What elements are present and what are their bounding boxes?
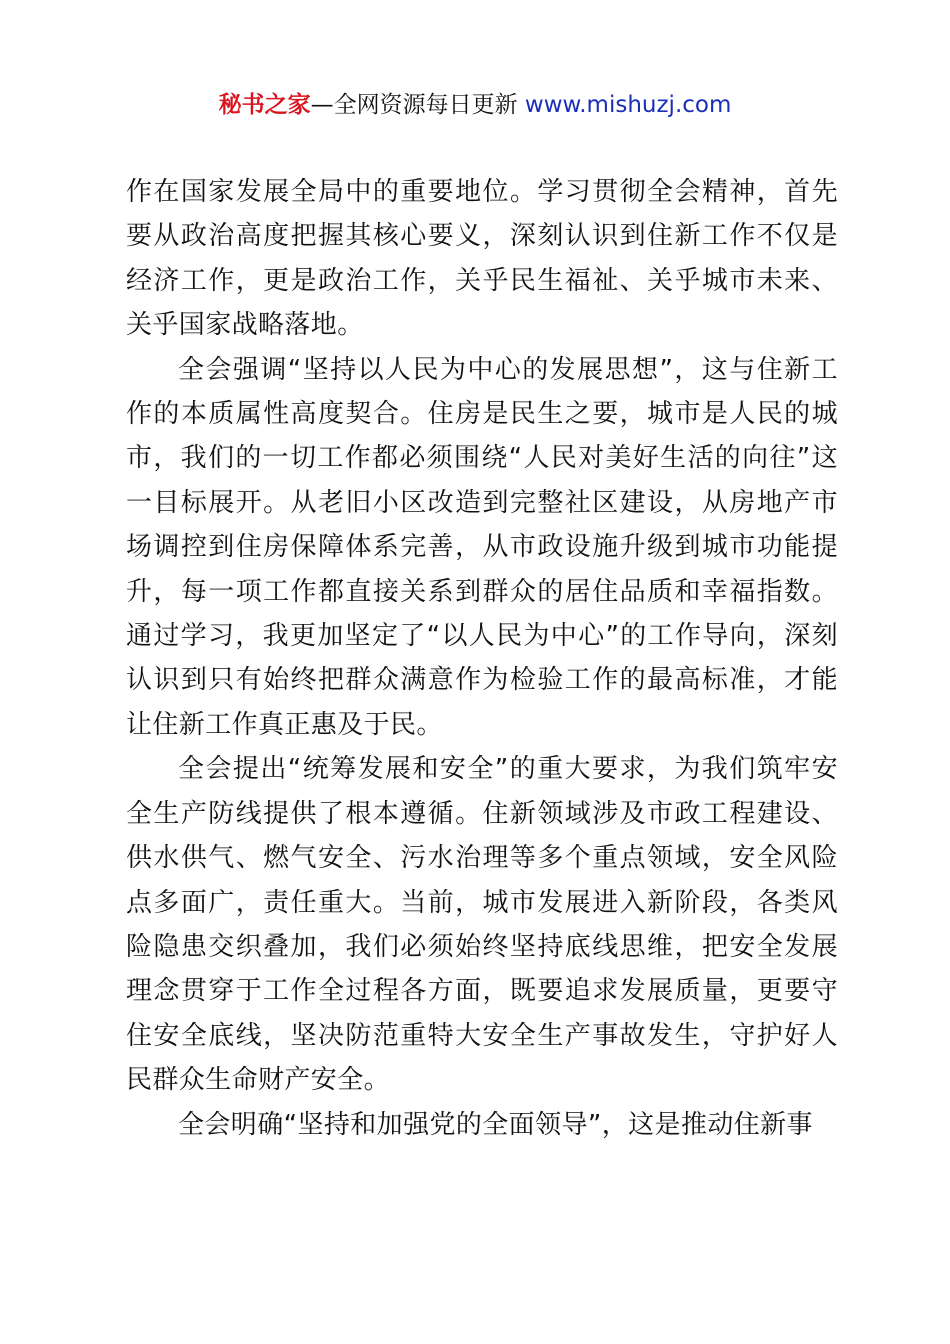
site-tagline: —全网资源每日更新 (310, 92, 525, 118)
paragraph-continued: 作在国家发展全局中的重要地位。学习贯彻全会精神，首先要从政治高度把握其核心要义，深刻认识到住新工作不仅是经济工作，更是政治工作，关乎民生福祉、关乎城市未来、关乎国家战略落地。 (126, 177, 838, 341)
paragraph-safety: 全会提出“统筹发展和安全”的重大要求，为我们筑牢安全生产防线提供了根本遵循。住新领域涉及市政工程建设、供水供气、燃气安全、污水治理等多个重点领域，安全风险点多面广，责任重大。当前，城市发展进入新阶段，各类风险隐患交织叠加，我们必须始终坚持底线思维，把安全发展理念贯穿于工作全过程各方面，既要追求发展质量，更要守住安全底线，坚决防范重特大安全生产事故发生，守护好人民群众生命财产安全。 (126, 754, 838, 1096)
document-body (126, 170, 838, 1147)
site-url-link[interactable]: www.mishuzj.com (524, 92, 732, 118)
site-header (0, 88, 950, 122)
site-brand: 秘书之家 (218, 92, 311, 118)
paragraph-people-centered: 全会强调“坚持以人民为中心的发展思想”，这与住新工作的本质属性高度契合。住房是民生之要，城市是人民的城市，我们的一切工作都必须围绕“人民对美好生活的向往”这一目标展开。从老旧小区改造到完整社区建设，从房地产市场调控到住房保障体系完善，从市政设施升级到城市功能提升，每一项工作都直接关系到群众的居住品质和幸福指数。通过学习，我更加坚定了“以人民为中心”的工作导向，深刻认识到只有始终把群众满意作为检验工作的最高标准，才能让住新工作真正惠及于民。 (126, 354, 838, 740)
paragraph-party-leadership: 全会明确“坚持和加强党的全面领导”，这是推动住新事 (178, 1109, 813, 1140)
